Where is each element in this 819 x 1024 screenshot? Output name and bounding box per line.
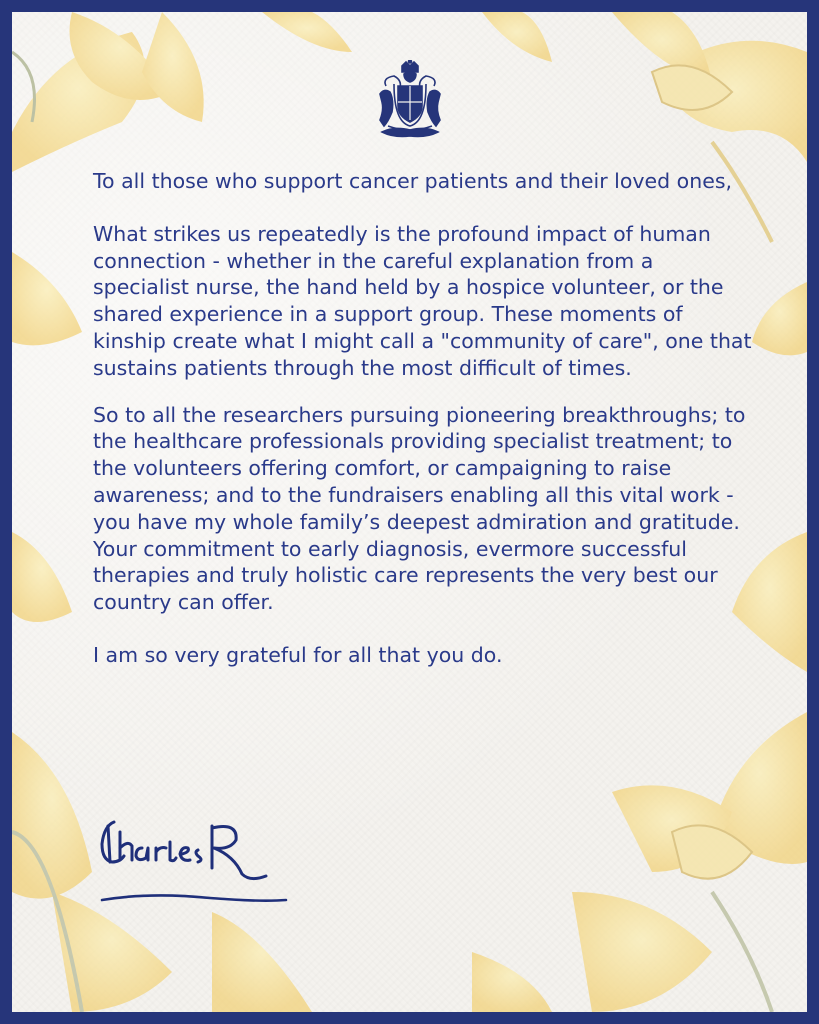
handwritten-signature bbox=[90, 812, 300, 922]
royal-coat-of-arms-icon bbox=[374, 60, 446, 142]
closing-line: I am so very grateful for all that you do. bbox=[93, 642, 503, 667]
paragraph-2: So to all the researchers pursuing pioneering breakthroughs; to the healthcare professionals providing specialist treatment; to the volunteers offering comfort, or campaigning to raise awareness; and to the fundraisers enabling all this vital work - you have my whole family’s deepest admiration and gratitude. Your commitment to early diagnosis, evermore successful therapies and truly holistic care represents the very best our country can offer. bbox=[93, 402, 746, 615]
salutation: To all those who support cancer patients and their loved ones, bbox=[93, 169, 733, 193]
letter-body bbox=[93, 168, 753, 695]
paragraph-1: What strikes us repeatedly is the profound impact of human connection - whether in the careful explanation from a specialist nurse, the hand held by a hospice volunteer, or the shared experience in a support group. These moments of kinship create what I might call a "community of care", one that sustains patients through the most difficult of times. bbox=[93, 221, 752, 380]
